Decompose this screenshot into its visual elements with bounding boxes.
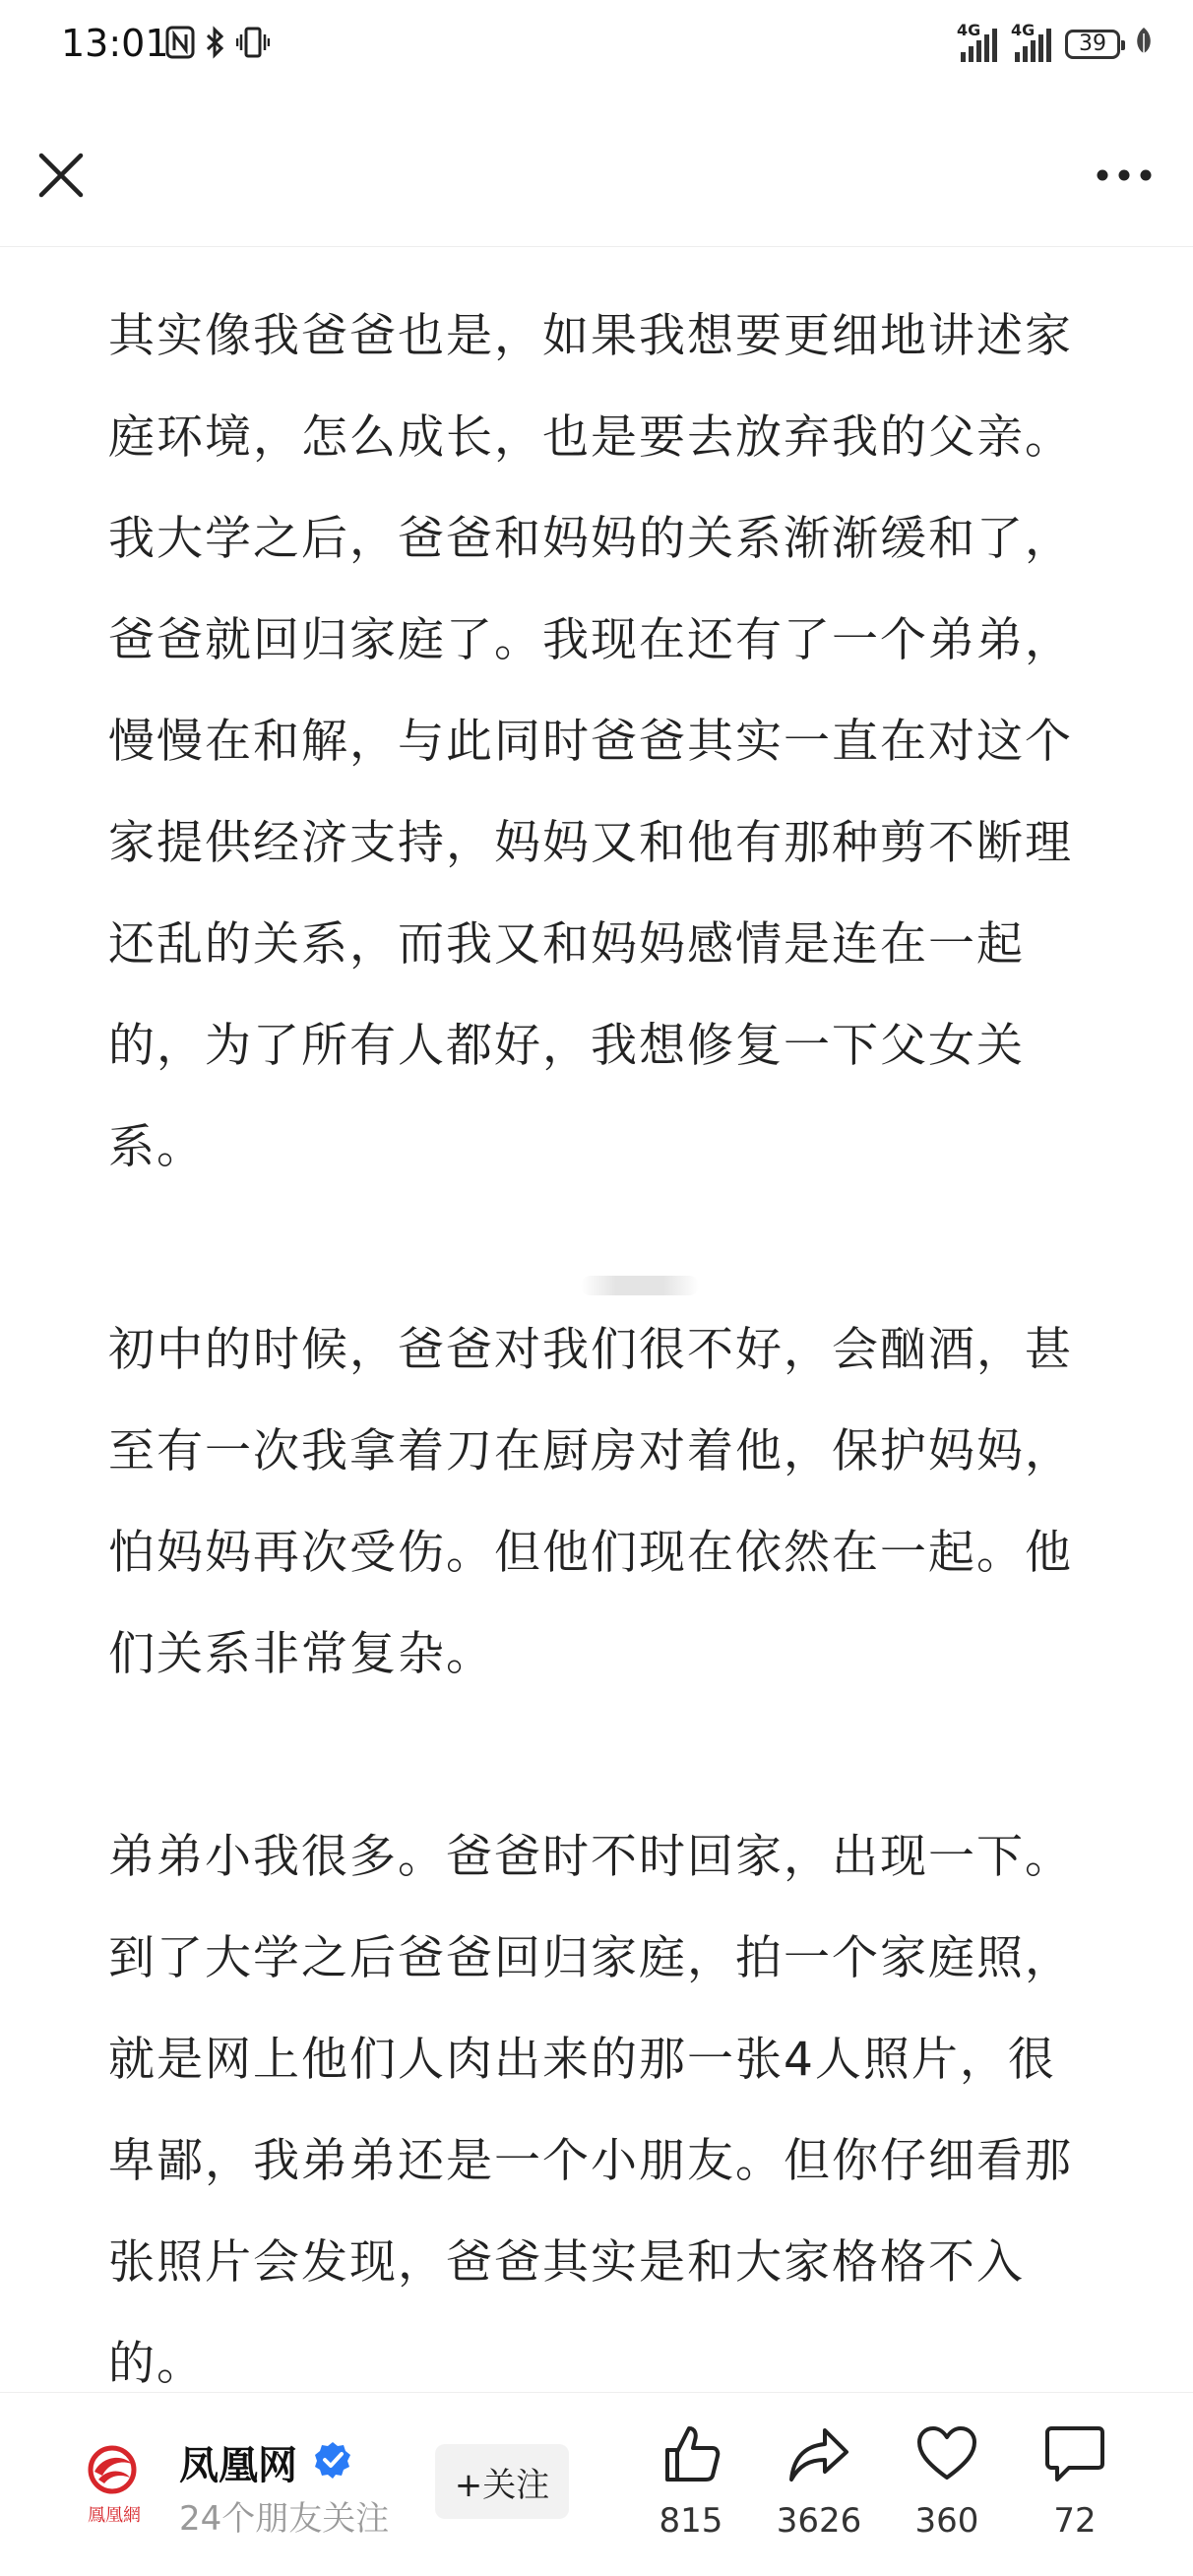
favorite-button[interactable] <box>888 2422 1006 2560</box>
like-button[interactable] <box>632 2422 750 2560</box>
phoenix-logo-icon <box>77 2442 152 2497</box>
bottom-bar <box>0 2392 1193 2576</box>
image-placeholder-strip <box>581 1276 699 1295</box>
comment-bubble-icon <box>1043 2422 1106 2485</box>
friends-following-text: 24个朋友关注 <box>179 2499 390 2539</box>
share-button[interactable] <box>760 2422 878 2560</box>
article-paragraph: 其实像我爸爸也是，如果我想要更细地讲述家庭环境，怎么成长，也是要去放弃我的父亲。我大学之后，爸爸和妈妈的关系渐渐缓和了，爸爸就回归家庭了。我现在还有了一个弟弟，慢慢在和解，与此同时爸爸其实一直在对这个家提供经济支持，妈妈又和他有那种剪不断理还乱的关系，而我又和妈妈感情是连在一起的，为了所有人都好，我想修复一下父女关系。 <box>108 309 1073 1174</box>
top-nav <box>0 108 1193 247</box>
thumbs-up-icon <box>659 2422 722 2485</box>
logo-text: 鳳凰網 <box>88 2505 141 2526</box>
follow-button[interactable]: +关注 <box>435 2444 569 2519</box>
eco-leaf-icon <box>1134 26 1154 62</box>
bluetooth-icon <box>205 26 226 68</box>
more-icon <box>1085 148 1163 203</box>
nfc-icon <box>165 26 195 68</box>
verified-badge-icon <box>313 2440 352 2480</box>
status-left-icons <box>165 26 270 68</box>
more-button[interactable] <box>1085 148 1163 203</box>
close-button[interactable] <box>33 148 89 203</box>
like-count: 815 <box>659 2501 723 2541</box>
status-bar <box>0 0 1193 98</box>
article-paragraph: 初中的时候，爸爸对我们很不好，会酗酒，甚至有一次我拿着刀在厨房对着他，保护妈妈，怕妈妈再次受伤。但他们现在依然在一起。他们关系非常复杂。 <box>108 1323 1073 1681</box>
signal-icon: 4G <box>957 27 997 62</box>
status-right <box>957 20 1154 62</box>
publisher-name[interactable]: 凤凰网 <box>179 2443 297 2488</box>
favorite-count: 360 <box>914 2501 979 2541</box>
comment-button[interactable] <box>1016 2422 1134 2560</box>
status-time: 13:01 <box>61 22 169 65</box>
article-paragraph: 弟弟小我很多。爸爸时不时回家，出现一下。到了大学之后爸爸回归家庭，拍一个家庭照，就是网上他们人肉出来的那一张4人照片，很卑鄙，我弟弟还是一个小朋友。但你仔细看那张照片会发现，爸爸其实是和大家格格不入的。 <box>108 1830 1073 2391</box>
battery-icon: 39 <box>1065 30 1120 59</box>
share-count: 3626 <box>776 2501 862 2541</box>
share-arrow-icon <box>787 2422 850 2485</box>
signal-icon: 4G <box>1011 27 1051 62</box>
publisher-logo[interactable] <box>77 2442 152 2526</box>
vibrate-icon <box>236 26 270 68</box>
close-icon <box>33 148 89 203</box>
article-body <box>108 285 1093 2415</box>
heart-icon <box>915 2422 978 2485</box>
comment-count: 72 <box>1053 2501 1097 2541</box>
